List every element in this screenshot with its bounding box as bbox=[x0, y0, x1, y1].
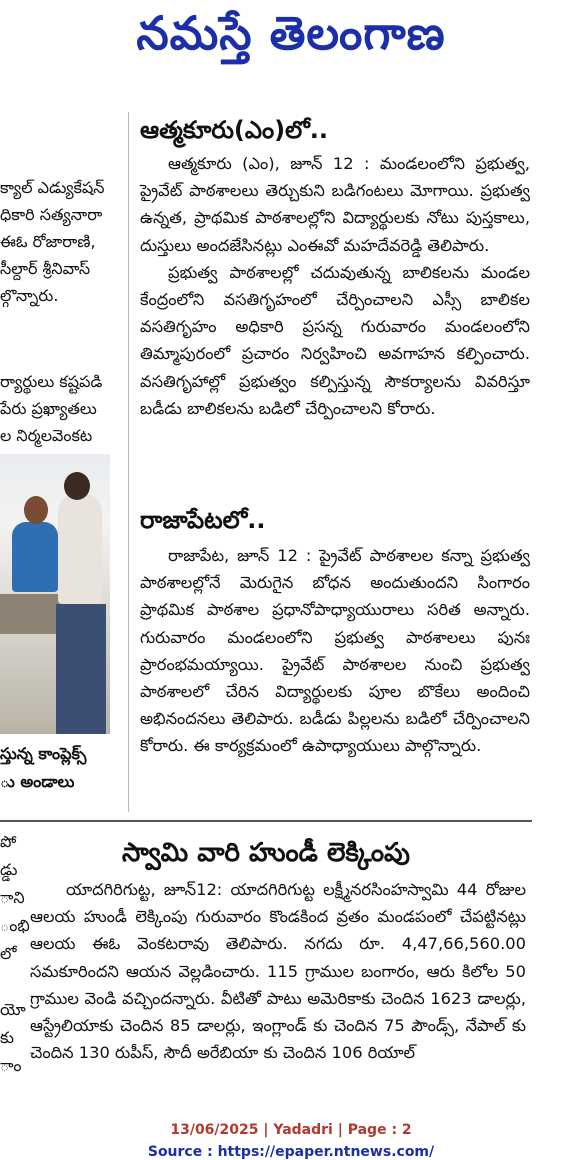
article-paragraph: ఆత్మకూరు (ఎం), జూన్ 12 : మండలంలోని ప్రభుత్వ, ప్రైవేట్ పాఠశాలలు తెర్చుకుని బడిగంటలు మోగాయి. ప్రభుత్వ ఉన్నత, ప్రాథమిక పాఠశాలల్లోని విద్యార్థులకు నోటు పుస్తకాలు, దుస్తులు అందజేసినట్లు ఎంఈవో మహదేవరెడ్డి తెలిపారు. bbox=[140, 154, 530, 255]
left-fragment-line: ధికారి సత్యనారా bbox=[0, 205, 103, 224]
photo-caption-line: ు అండాలు bbox=[0, 772, 75, 791]
left-fragment-line: ల నిర్మలవెంకట bbox=[0, 426, 93, 445]
article-paragraph: ప్రభుత్వ పాఠశాలల్లో చదువుతున్న బాలికలను మండల కేంద్రంలోని వసతిగృహంలో చేర్పించాలని ఎస్సీ బాలికల వసతిగృహం అధికారి ప్రసన్న గురువారం మండలంలోని తిమ్మాపురంలో ప్రచారం నిర్వహించి అవగాహన కల్పించారు. వసతిగృహాల్లో ప్రభుత్వం కల్పిస్తున్న సౌకర్యాలను వివరిస్తూ బడీడు బాలికలను బడిలో చేర్పించాలని కోరారు. bbox=[140, 262, 530, 418]
section-divider bbox=[0, 820, 532, 822]
news-photo bbox=[0, 454, 110, 734]
left-fragment-line: సీల్దార్ శ్రీనివాస్ bbox=[0, 259, 91, 278]
article-heading: రాజాపేటలో.. bbox=[140, 506, 266, 534]
article-paragraph: యాదగిరిగుట్ట, జూన్12: యాదగిరిగుట్ట లక్ష్మీనరసింహస్వామి 44 రోజుల ఆలయ హుండీ లెక్కింపు గురువారం కొండకింద వ్రతం మండపంలో చేపట్టినట్లు ఆలయ ఈఓ వెంకటరావు తెలిపారు. నగదు రూ. 4,47,66,560.00 సమకూరిందని ఆయన వెల్లడించారు. 115 గ్రాముల బంగారం, ఆరు కిలోల 50 గ్రాముల వెండి వచ్చిందన్నారు. వీటితో పాటు అమెరికాకు చెందిన 1623 డాలర్లు, ఆస్ట్రేలియాకు చెందిన 85 డాలర్లు, ఇంగ్లాండ్ కు చెందిన 75 పౌండ్స్, నేపాల్ కు చెందిన 130 రుపీస్, సౌదీ అరేబియా కు చెందిన 106 రియాల్ bbox=[30, 880, 526, 1063]
article-body bbox=[140, 150, 530, 422]
footer-source-line: Source : https://epaper.ntnews.com/ bbox=[147, 1144, 435, 1160]
left-fragment-line: క్యాల్ ఎడ్యుకేషన్ bbox=[0, 178, 105, 197]
masthead-title: నమస్తే తెలంగాణ bbox=[136, 6, 446, 60]
photo-caption-line: స్తున్న కాంప్లెక్స్ bbox=[0, 744, 87, 763]
left-fragment-line: ాని bbox=[0, 888, 25, 907]
left-fragment-line: ంభి bbox=[0, 916, 30, 935]
left-fragment-line: కు bbox=[0, 1028, 14, 1047]
left-fragment-line: ాం bbox=[0, 1056, 22, 1075]
article-paragraph: రాజాపేట, జూన్ 12 : ప్రైవేట్ పాఠశాలల కన్నా ప్రభుత్వ పాఠశాలల్లోనే మెరుగైన బోధన అందుతుందని సింగారం ప్రాథమిక పాఠశాల ప్రధానోపాధ్యాయురాలు సరిత అన్నారు. గురువారం మండలంలోని ప్రభుత్వ పాఠశాలలు పునః ప్రారంభమయ్యాయి. ప్రైవేట్ పాఠశాలల నుంచి ప్రభుత్వ పాఠశాలలో చేరిన విద్యార్థులకు పూల బొకేలు అందించి అభినందనలు తెలిపారు. బడీడు పిల్లలను బడిలో చేర్పించాలని కోరారు. ఈ కార్యక్రమంలో ఉపాధ్యాయులు పాల్గొన్నారు. bbox=[140, 546, 530, 756]
article-heading: స్వామి వారి హుండీ లెక్కింపు bbox=[121, 838, 411, 868]
left-fragment-line: లో bbox=[0, 944, 17, 963]
masthead bbox=[0, 0, 582, 78]
article-body bbox=[140, 542, 530, 760]
article-body bbox=[30, 876, 526, 1066]
left-fragment-line: ర్యార్థులు కష్టపడి bbox=[0, 372, 103, 391]
left-fragment-line: యో bbox=[0, 1000, 26, 1019]
left-fragment-line: ల్గొన్నారు. bbox=[0, 286, 59, 305]
footer-date-line: 13/06/2025 | Yadadri | Page : 2 bbox=[170, 1122, 412, 1138]
column-divider bbox=[128, 112, 129, 812]
left-fragment-line: డ్డు bbox=[0, 860, 18, 879]
left-fragment-line: ఈఓ రోజారాణి, bbox=[0, 232, 96, 251]
left-fragment-line: పో bbox=[0, 832, 17, 851]
left-fragment-line: పేరు ప్రఖ్యాతలు bbox=[0, 399, 97, 418]
article-heading: ఆత్మకూరు(ఎం)లో.. bbox=[140, 116, 329, 144]
newspaper-clipping bbox=[0, 82, 532, 1077]
